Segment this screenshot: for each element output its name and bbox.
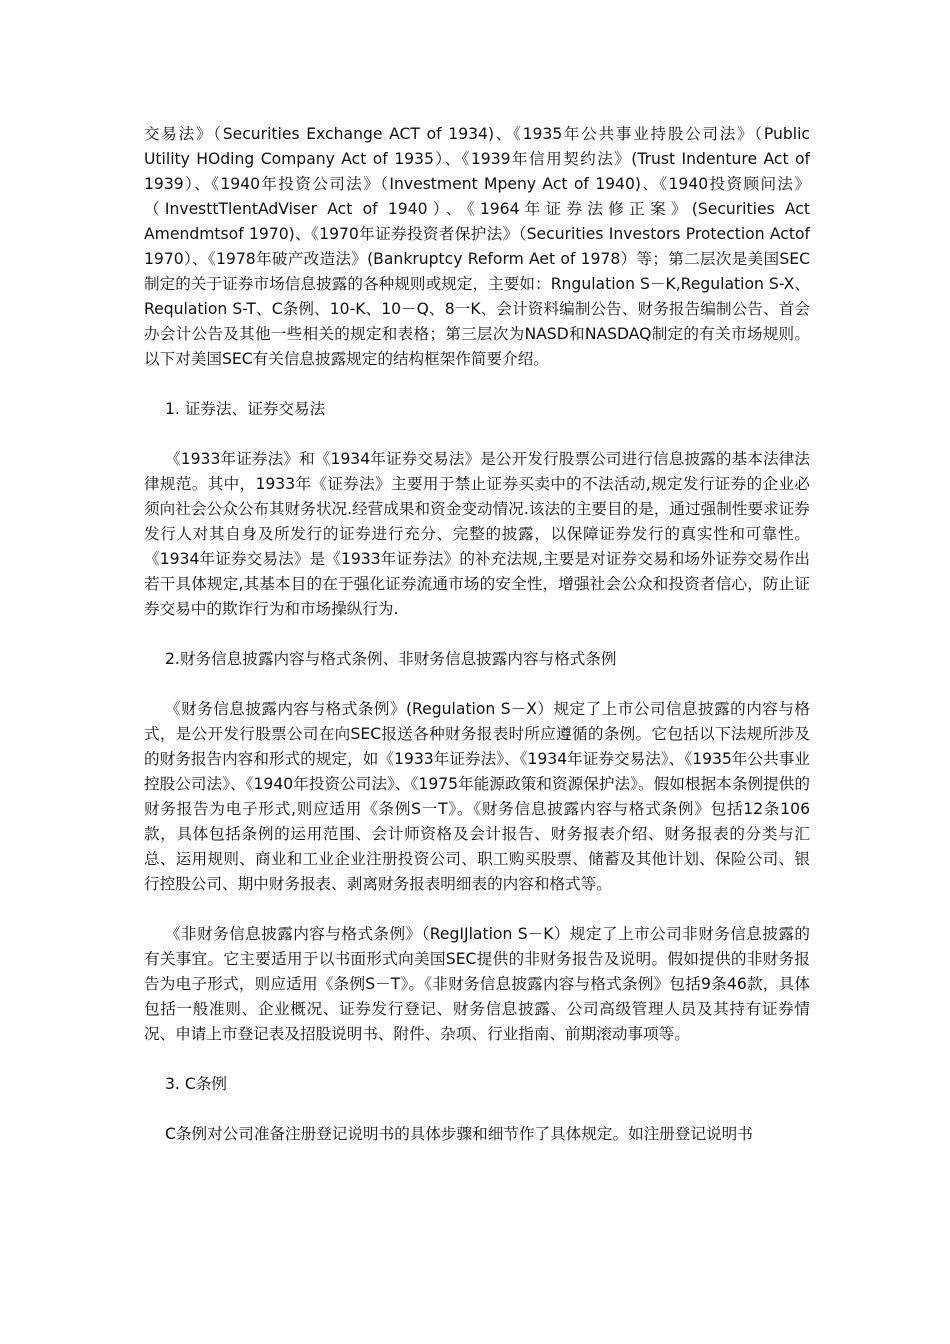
section-heading-disclosure-regulations: 2.财务信息披露内容与格式条例、非财务信息披露内容与格式条例 xyxy=(165,650,617,668)
section-heading-securities-law: 1. 证券法、证券交易法 xyxy=(165,400,326,418)
section-paragraph-securities-law: 《1933年证券法》和《1934年证券交易法》是公开发行股票公司进行信息披露的基本法律法律规范。其中，1933年《证券法》主要用于禁止证券买卖中的不法活动,规定发行证券的企业必须向社会公众公布其财务状况.经营成果和资金变动情况.该法的主要目的是，通过强制性要求证券发行人对其自身及所发行的证券进行充分、完整的披露，以保障证券发行的真实性和可靠性。《1934年证券交易法》是《1933年证券法》的补充法规,主要是对证券交易和场外证券交易作出若干具体规定,其基本目的在于强化证券流通市场的安全性，增强社会公众和投资者信心，防止证券交易中的欺诈行为和市场操纵行为. xyxy=(144,450,810,618)
spacer xyxy=(144,1097,810,1122)
spacer xyxy=(144,672,810,697)
section-paragraph-regulation-c: C条例对公司准备注册登记说明书的具体步骤和细节作了具体规定。如注册登记说明书 xyxy=(165,1125,753,1143)
spacer xyxy=(144,372,810,397)
spacer xyxy=(144,897,810,922)
section-paragraph-regulation-sk: 《非财务信息披露内容与格式条例》（RegIJlation S－K）规定了上市公司非财务信息披露的有关事宜。它主要适用于以书面形式向美国SEC提供的非财务报告及说明。假如提供的非财务报告为电子形式，则应适用《条例S－T》。《非财务信息披露内容与格式条例》包括9条46款，具体包括一般准则、企业概况、证券发行登记、财务信息披露、公司高级管理人员及其持有证券情况、申请上市登记表及招股说明书、附件、杂项、行业指南、前期滚动事项等。 xyxy=(144,925,810,1043)
spacer xyxy=(144,622,810,647)
spacer xyxy=(144,422,810,447)
intro-paragraph: 交易法》（Securities Exchange ACT of 1934)、《1935年公共事业持股公司法》（Public Utility HOding Company Act of 1935）、《1939年信用契约法》(Trust Indenture Act of 1939）、《1940年投资公司法》（Investment Mpeny Act of 1940)、《1940投资顾问法》（InvesttTlentAdViser Act of 1940）、《1964年证券法修正案》(Securities Act Amendmtsof 1970)、《1970年证券投资者保护法》（Securities Investors Protection Actof 1970）、《1978年破产改造法》(Bankruptcy Reform Aet of 1978）等；第二层次是美国SEC制定的关于证券市场信息披露的各种规则或规定，主要如：Rngulation S－K,Regulation S-X、Requlation S-T、C条例、10-K、10－Q、8一K、会计资料编制公告、财务报告编制公告、首会办会计公告及其他一些相关的规定和表格；第三层次为NASD和NASDAQ制定的有关市场规则。以下对美国SEC有关信息披露规定的结构框架作简要介绍。 xyxy=(144,125,810,368)
document-page xyxy=(144,122,810,1147)
section-paragraph-regulation-sx: 《财务信息披露内容与格式条例》(Regulation S－X）规定了上市公司信息披露的内容与格式，是公开发行股票公司在向SEC报送各种财务报表时所应遵循的条例。它包括以下法规所涉及的财务报告内容和形式的规定，如《1933年证券法》、《1934年证券交易法》、《1935年公共事业控股公司法》、《1940年投资公司法》、《1975年能源政策和资源保护法》。假如根据本条例提供的财务报告为电子形式,则应适用《条例S一T》。《财务信息披露内容与格式条例》包括12条106款，具体包括条例的运用范围、会计师资格及会计报告、财务报表介绍、财务报表的分类与汇总、运用规则、商业和工业企业注册投资公司、职工购买股票、储蓄及其他计划、保险公司、银行控股公司、期中财务报表、剥离财务报表明细表的内容和格式等。 xyxy=(144,700,810,893)
section-heading-regulation-c: 3. C条例 xyxy=(165,1075,227,1093)
spacer xyxy=(144,1047,810,1072)
